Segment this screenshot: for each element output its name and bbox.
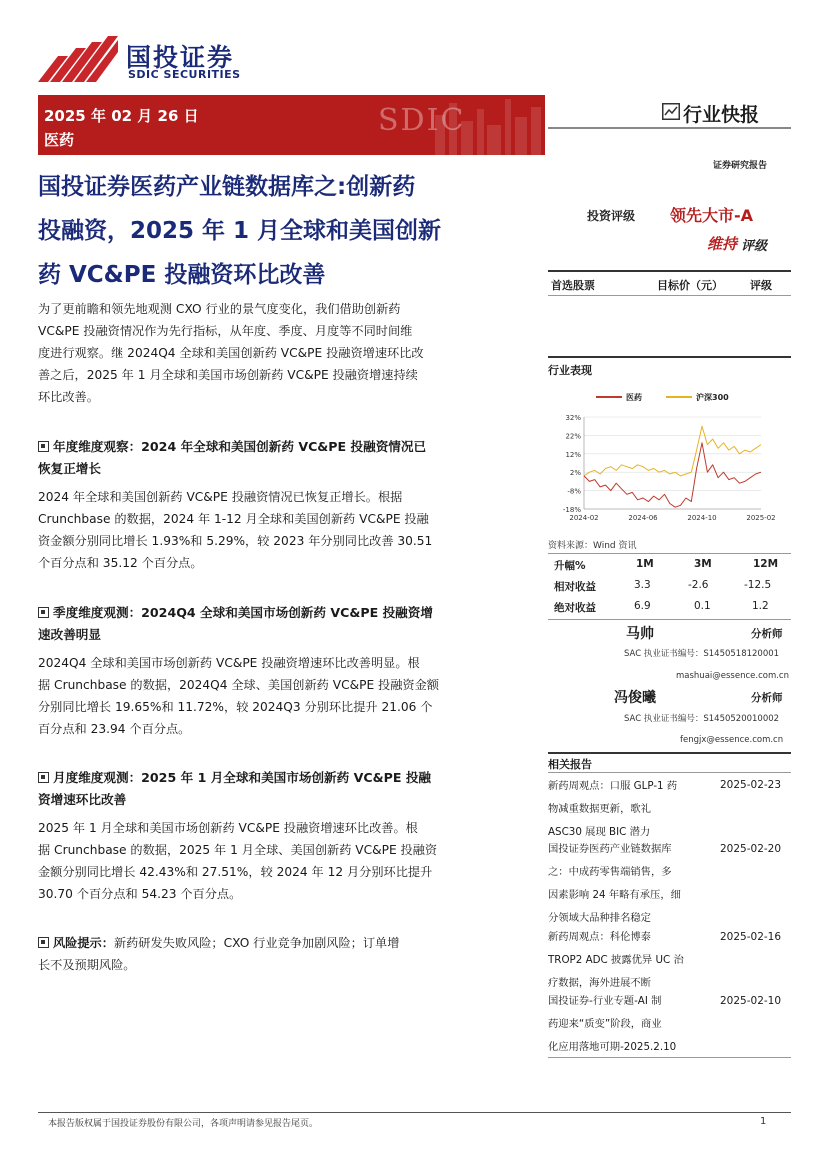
analyst-name: 马帅 <box>626 626 654 642</box>
rating-value: 领先大市-A <box>670 206 754 225</box>
report-date: 2025 年 02 月 26 日 <box>44 107 199 125</box>
performance-top-rule <box>548 356 791 358</box>
analyst-sac-number: SAC 执业证书编号：S1450518120001 <box>624 649 780 659</box>
section-heading-text: 恢复正增长 <box>38 461 101 476</box>
report-sector: 医药 <box>44 131 75 149</box>
risk-heading: 风险提示： <box>53 936 114 950</box>
stocks-col-target: 目标价（元） <box>657 279 723 292</box>
bullet-square-icon <box>38 937 49 948</box>
perf-table-bottom-rule <box>548 619 791 620</box>
related-title: 相关报告 <box>548 758 592 771</box>
section-monthly-body <box>38 817 533 905</box>
header-banner <box>38 95 545 155</box>
section-heading-text: 资增速环比改善 <box>38 792 127 807</box>
logo-chinese-name: 国投证券 <box>126 43 235 72</box>
intro-line: 善之后，2025 年 1 月全球和美国市场创新药 VC&PE 投融资增速持续 <box>38 368 418 382</box>
chart-legend <box>596 392 729 402</box>
y-tick-label: -8% <box>567 487 581 496</box>
perf-cell: 6.9 <box>634 600 651 612</box>
related-report-date: 2025-02-10 <box>720 995 782 1007</box>
perf-cell: -2.6 <box>688 579 709 591</box>
intro-line: 度进行观察。继 2024Q4 全球和美国创新药 VC&PE 投融资增速环比改 <box>38 346 424 360</box>
y-tick-label: -18% <box>562 506 581 514</box>
section-heading-text: 年度维度观察：2024 年全球和美国创新药 VC&PE 投融资情况已 <box>53 439 427 454</box>
performance-chart-svg <box>548 385 791 533</box>
perf-table-header: 3M <box>694 558 712 570</box>
body-line: 个百分点和 35.12 个百分点。 <box>38 556 203 570</box>
analyst-sac-number: SAC 执业证书编号：S1450520010002 <box>624 714 780 724</box>
related-report-item[interactable] <box>548 990 676 1059</box>
analyst-email[interactable]: fengjx@essence.com.cn <box>680 735 784 745</box>
section-annual-body <box>38 486 533 574</box>
body-line: 2024Q4 全球和美国市场创新药 VC&PE 投融资增速环比改善明显。根 <box>38 656 420 670</box>
related-report-date: 2025-02-23 <box>720 779 782 791</box>
section-quarterly-body <box>38 652 533 740</box>
analyst-email[interactable]: mashuai@essence.com.cn <box>676 671 789 681</box>
perf-cell: -12.5 <box>744 579 772 591</box>
related-report-date: 2025-02-20 <box>720 843 782 855</box>
related-report-line: TROP2 ADC 披露优异 UC 治 <box>548 954 684 966</box>
body-line: 据 Crunchbase 的数据，2025 年 1 月全球、美国创新药 VC&PE 投融资 <box>38 843 438 857</box>
chart-source: 资料来源：Wind 资讯 <box>548 541 637 551</box>
related-bottom-rule <box>548 1057 791 1058</box>
related-report-line: 物减重数据更新，歌礼 <box>548 803 651 815</box>
series-line-沪深300 <box>584 426 761 476</box>
risk-text: 新药研发失败风险；CXO 行业竞争加剧风险；订单增 <box>113 936 400 950</box>
report-kind: 证券研究报告 <box>713 161 768 171</box>
company-logo <box>38 36 268 84</box>
report-type: 行业快报 <box>683 104 760 126</box>
logo-english-name: SDIC SECURITIES <box>128 68 241 81</box>
bullet-square-icon <box>38 607 49 618</box>
perf-row-label: 相对收益 <box>554 581 596 593</box>
chart-report-icon <box>662 103 680 120</box>
intro-line: 为了更前瞻和领先地观测 CXO 行业的景气度变化，我们借助创新药 <box>38 302 401 316</box>
body-line: 30.70 个百分点和 54.23 个百分点。 <box>38 887 242 901</box>
y-tick-label: 32% <box>565 414 581 422</box>
related-report-item[interactable] <box>548 926 684 995</box>
perf-table-header: 1M <box>636 558 654 570</box>
related-rule <box>548 772 791 773</box>
section-heading-text: 月度维度观测：2025 年 1 月全球和美国市场创新药 VC&PE 投融 <box>53 770 432 785</box>
legend-label: 医药 <box>626 393 642 402</box>
related-report-line: 疗数据，海外进展不断 <box>548 977 651 989</box>
perf-cell: 0.1 <box>694 600 711 612</box>
section-quarterly-heading <box>38 602 533 646</box>
legend-label: 沪深300 <box>696 393 729 402</box>
title-line-1: 国投证券医药产业链数据库之:创新药 <box>38 174 416 200</box>
section-monthly-heading <box>38 767 533 811</box>
footer-disclaimer: 本报告版权属于国投证券股份有限公司，各项声明请参见报告尾页。 <box>48 1119 319 1129</box>
y-tick-label: 22% <box>565 432 581 441</box>
y-tick-label: 2% <box>569 469 581 478</box>
risk-warning <box>38 932 533 976</box>
series-line-医药 <box>584 443 761 507</box>
performance-chart <box>548 385 791 533</box>
body-line: 2024 年全球和美国创新药 VC&PE 投融资情况已恢复正增长。根据 <box>38 490 403 504</box>
intro-paragraph <box>38 298 533 408</box>
report-title <box>38 165 548 297</box>
body-line: 2025 年 1 月全球和美国市场创新药 VC&PE 投融资增速环比改善。根 <box>38 821 418 835</box>
chart-x-ticks <box>569 514 775 522</box>
intro-line: 环比改善。 <box>38 390 99 404</box>
stocks-top-rule <box>548 270 791 272</box>
perf-cell: 3.3 <box>634 579 651 591</box>
y-tick-label: 12% <box>565 450 581 459</box>
related-report-item[interactable] <box>548 838 681 930</box>
analyst-role: 分析师 <box>751 692 783 704</box>
related-report-item[interactable] <box>548 775 677 844</box>
section-annual-heading <box>38 436 533 480</box>
related-report-line: 之：中成药零售端销售，多 <box>548 866 672 878</box>
body-line: 百分点和 23.94 个百分点。 <box>38 722 191 736</box>
bullet-square-icon <box>38 772 49 783</box>
stocks-col-rating: 评级 <box>750 279 772 292</box>
intro-line: VC&PE 投融资情况作为先行指标，从年度、季度、月度等不同时间维 <box>38 324 413 338</box>
page-number: 1 <box>760 1116 767 1127</box>
related-report-line: 分领域大品种排名稳定 <box>548 912 651 924</box>
title-line-3: 药 VC&PE 投融资环比改善 <box>38 262 326 288</box>
stocks-rule <box>548 295 791 296</box>
related-report-line: 国投证券医药产业链数据库 <box>548 843 672 855</box>
bullet-square-icon <box>38 441 49 452</box>
related-report-line: ASC30 展现 BIC 潜力 <box>548 826 651 838</box>
body-line: 据 Crunchbase 的数据，2024Q4 全球、美国创新药 VC&PE 投融资金额 <box>38 678 439 692</box>
section-heading-text: 速改善明显 <box>38 627 101 642</box>
perf-row-label: 绝对收益 <box>554 602 596 614</box>
analyst-role: 分析师 <box>751 628 783 640</box>
perf-table-header: 12M <box>753 558 779 570</box>
chart-grid <box>584 417 761 509</box>
body-line: 分别同比增长 19.65%和 11.72%，较 2024Q3 分别环比提升 21.06 个 <box>38 700 433 714</box>
related-report-date: 2025-02-16 <box>720 931 782 943</box>
title-line-2: 投融资，2025 年 1 月全球和美国创新 <box>38 218 442 244</box>
risk-text: 长不及预期风险。 <box>38 958 136 972</box>
performance-title: 行业表现 <box>548 364 592 377</box>
x-tick-label: 2024-06 <box>628 514 658 522</box>
body-line: Crunchbase 的数据，2024 年 1-12 月全球和美国创新药 VC&PE 投融 <box>38 512 429 526</box>
perf-table-rule <box>548 553 791 554</box>
header-rule <box>548 127 791 129</box>
chart-series <box>584 426 761 507</box>
footer-rule <box>38 1112 791 1113</box>
chart-y-ticks <box>563 414 581 514</box>
x-tick-label: 2024-10 <box>687 514 717 522</box>
rating-label: 投资评级 <box>587 209 636 223</box>
related-report-line: 新药周观点：科伦博泰 <box>548 931 651 943</box>
sdic-logo-mark-icon <box>38 36 120 82</box>
related-report-line: 化应用落地可期-2025.2.10 <box>548 1041 677 1053</box>
perf-cell: 1.2 <box>752 600 769 612</box>
body-line: 资金额分别同比增长 1.93%和 5.29%，较 2023 年分别同比改善 30.51 <box>38 534 433 548</box>
performance-table <box>548 556 791 620</box>
x-tick-label: 2025-02 <box>746 514 776 522</box>
analyst-name: 冯俊曦 <box>614 690 656 706</box>
related-report-line: 新药周观点：口服 GLP-1 药 <box>548 780 678 792</box>
related-top-rule <box>548 752 791 754</box>
banner-watermark: SDIC <box>378 103 466 138</box>
section-heading-text: 季度维度观测：2024Q4 全球和美国市场创新药 VC&PE 投融资增 <box>53 605 433 620</box>
related-report-line: 因素影响 24 年略有承压，细 <box>548 889 681 901</box>
x-tick-label: 2024-02 <box>569 514 599 522</box>
perf-table-header: 升幅% <box>554 560 586 572</box>
rating-maintain: 维持 <box>707 235 738 253</box>
rating-maintain-suffix: 评级 <box>741 239 768 254</box>
related-report-line: 国投证券-行业专题-AI 制 <box>548 995 662 1007</box>
body-line: 金额分别同比增长 42.43%和 27.51%，较 2024 年 12 月分别环比提升 <box>38 865 433 879</box>
stocks-col-name: 首选股票 <box>551 279 595 292</box>
related-report-line: 药迎来“质变”阶段，商业 <box>548 1018 662 1030</box>
